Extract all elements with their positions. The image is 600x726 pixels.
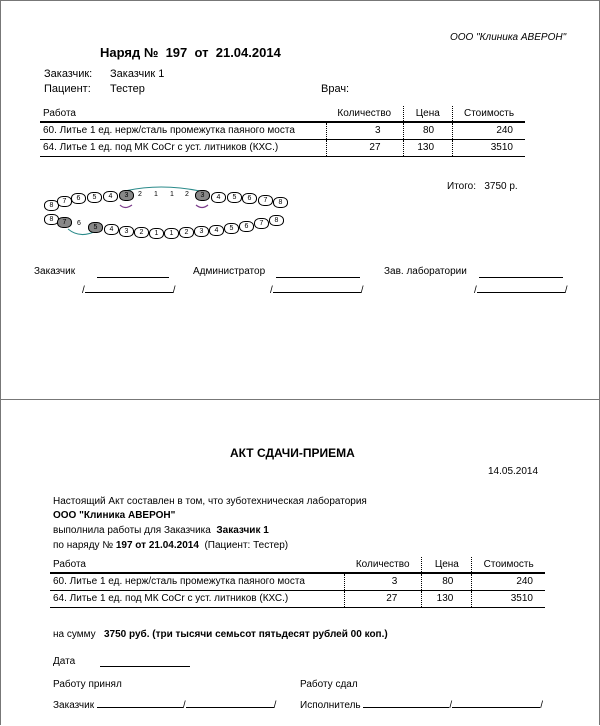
- act-date: 14.05.2014: [488, 466, 539, 477]
- cell-cost: 240: [453, 122, 525, 140]
- cell-cost: 3510: [453, 140, 525, 157]
- cell-work: 64. Литье 1 ед. под МК CoCr с уст. литников (КХС.): [50, 591, 344, 608]
- act-sig-customer: Заказчик / /: [53, 700, 277, 711]
- order-title-prefix: Наряд №: [100, 45, 159, 60]
- upper-tooth[interactable]: 5: [87, 192, 102, 203]
- cell-qty: 3: [344, 573, 422, 591]
- upper-tooth[interactable]: 3: [119, 190, 134, 201]
- lower-tooth[interactable]: 3: [119, 226, 134, 237]
- lower-tooth[interactable]: 1: [149, 228, 164, 239]
- cell-qty: 27: [344, 591, 422, 608]
- cell-price: 130: [403, 140, 453, 157]
- customer-value: Заказчик 1: [110, 68, 165, 80]
- upper-tooth[interactable]: 4: [211, 192, 226, 203]
- cell-work: 60. Литье 1 ед. нерж/сталь промежутка паяного моста: [40, 122, 326, 140]
- upper-tooth[interactable]: 7: [57, 196, 72, 207]
- lower-tooth[interactable]: 5: [88, 222, 103, 233]
- act-works-table: [50, 557, 545, 608]
- cell-work: 60. Литье 1 ед. нерж/сталь промежутка паяного моста: [50, 573, 344, 591]
- order-from: от: [194, 45, 209, 60]
- cell-cost: 240: [472, 573, 545, 591]
- sig-labhead-slash: / /: [474, 285, 568, 296]
- table-row: [50, 573, 545, 591]
- act-handed-label: Работу сдал: [300, 679, 358, 690]
- page-separator: [0, 399, 600, 400]
- act-clinic: ООО "Клиника АВЕРОН": [53, 510, 176, 521]
- lower-tooth[interactable]: 7: [57, 217, 72, 228]
- act-sum-value: 3750 руб. (три тысячи семьсот пятьдесят рублей 00 коп.): [103, 629, 388, 640]
- sig-labhead-label: Зав. лаборатории: [384, 266, 467, 277]
- table-row: [40, 140, 525, 157]
- table-header-row: [50, 557, 545, 573]
- col-qty: Количество: [326, 106, 403, 122]
- lower-tooth[interactable]: 3: [194, 226, 209, 237]
- lower-tooth[interactable]: 2: [179, 227, 194, 238]
- upper-tooth[interactable]: 4: [103, 191, 118, 202]
- lower-tooth[interactable]: 4: [104, 224, 119, 235]
- lower-tooth[interactable]: 4: [209, 225, 224, 236]
- dental-chart: [40, 185, 290, 245]
- sig-labhead-line: [479, 277, 563, 278]
- order-title: [100, 45, 281, 60]
- sig-admin-slash: / /: [270, 285, 364, 296]
- col-price: Цена: [403, 106, 453, 122]
- act-sum: [53, 629, 388, 640]
- act-date-line: [100, 666, 190, 667]
- act-intro: Настоящий Акт составлен в том, что зуботехническая лаборатория: [53, 496, 367, 507]
- cell-price: 80: [422, 573, 472, 591]
- sig-admin-label: Администратор: [193, 266, 266, 277]
- table-row: [40, 122, 525, 140]
- cell-price: 80: [403, 122, 453, 140]
- col-qty: Количество: [344, 557, 422, 573]
- act-sig-customer-label: Заказчик: [53, 700, 95, 711]
- upper-tooth[interactable]: 3: [195, 190, 210, 201]
- act-sig-executor-label: Исполнитель: [300, 700, 361, 711]
- sig-customer-line: [97, 277, 169, 278]
- total-label: Итого:: [447, 181, 476, 192]
- col-work: Работа: [40, 106, 326, 122]
- lower-tooth[interactable]: 2: [134, 227, 149, 238]
- lower-tooth[interactable]: 7: [254, 218, 269, 229]
- act-order-number: 197: [115, 540, 133, 551]
- total-line: [447, 181, 518, 192]
- cell-cost: 3510: [472, 591, 545, 608]
- patient-value: Тестер: [110, 83, 145, 95]
- order-number: 197: [165, 45, 188, 60]
- lower-tooth[interactable]: 8: [269, 215, 284, 226]
- cell-price: 130: [422, 591, 472, 608]
- act-performed: [53, 525, 269, 536]
- upper-tooth[interactable]: 7: [258, 195, 273, 206]
- total-value: 3750 р.: [484, 181, 518, 192]
- act-accepted-label: Работу принял: [53, 679, 122, 690]
- cell-work: 64. Литье 1 ед. под МК CoCr с уст. литников (КХС.): [40, 140, 326, 157]
- upper-tooth[interactable]: 8: [273, 197, 288, 208]
- col-work: Работа: [50, 557, 344, 573]
- upper-tooth[interactable]: 6: [71, 193, 86, 204]
- act-customer: Заказчик 1: [216, 525, 269, 536]
- table-row: [50, 591, 545, 608]
- upper-tooth[interactable]: 5: [227, 192, 242, 203]
- upper-tooth[interactable]: 1: [170, 191, 174, 198]
- sig-admin-line: [276, 277, 360, 278]
- upper-tooth[interactable]: 2: [185, 191, 189, 198]
- customer-label: Заказчик:: [44, 68, 93, 80]
- doctor-label: Врач:: [321, 83, 350, 95]
- upper-tooth[interactable]: 6: [242, 193, 257, 204]
- table-header-row: [40, 106, 525, 122]
- upper-tooth[interactable]: 2: [138, 191, 142, 198]
- act-performed-prefix: выполнила работы для Заказчика: [53, 525, 211, 536]
- col-price: Цена: [422, 557, 472, 573]
- col-cost: Стоимость: [453, 106, 525, 122]
- act-patient-note: (Пациент: Тестер): [204, 540, 289, 551]
- act-order-prefix: по наряду №: [53, 540, 114, 551]
- col-cost: Стоимость: [472, 557, 545, 573]
- lower-tooth[interactable]: 8: [44, 214, 59, 225]
- lower-tooth[interactable]: 5: [224, 223, 239, 234]
- patient-label: Пациент:: [44, 83, 91, 95]
- clinic-name: ООО "Клиника АВЕРОН": [450, 32, 567, 43]
- act-order-ref: [53, 540, 288, 551]
- lower-tooth[interactable]: 6: [239, 221, 254, 232]
- order-works-table: [40, 106, 525, 157]
- lower-tooth[interactable]: 1: [164, 228, 179, 239]
- act-sig-executor: Исполнитель / /: [300, 700, 543, 711]
- lower-tooth[interactable]: 6: [77, 220, 81, 227]
- sig-customer-slash: / /: [82, 285, 176, 296]
- act-order-date: 21.04.2014: [148, 540, 199, 551]
- upper-tooth[interactable]: 1: [154, 191, 158, 198]
- cell-qty: 3: [326, 122, 403, 140]
- act-sum-label: на сумму: [53, 629, 96, 640]
- upper-tooth[interactable]: 8: [44, 200, 59, 211]
- act-date-label: Дата: [53, 656, 76, 667]
- order-date: 21.04.2014: [215, 45, 281, 60]
- act-order-from: от: [135, 540, 147, 551]
- sig-customer-label: Заказчик: [34, 266, 76, 277]
- cell-qty: 27: [326, 140, 403, 157]
- act-title: АКТ СДАЧИ-ПРИЕМА: [230, 446, 355, 460]
